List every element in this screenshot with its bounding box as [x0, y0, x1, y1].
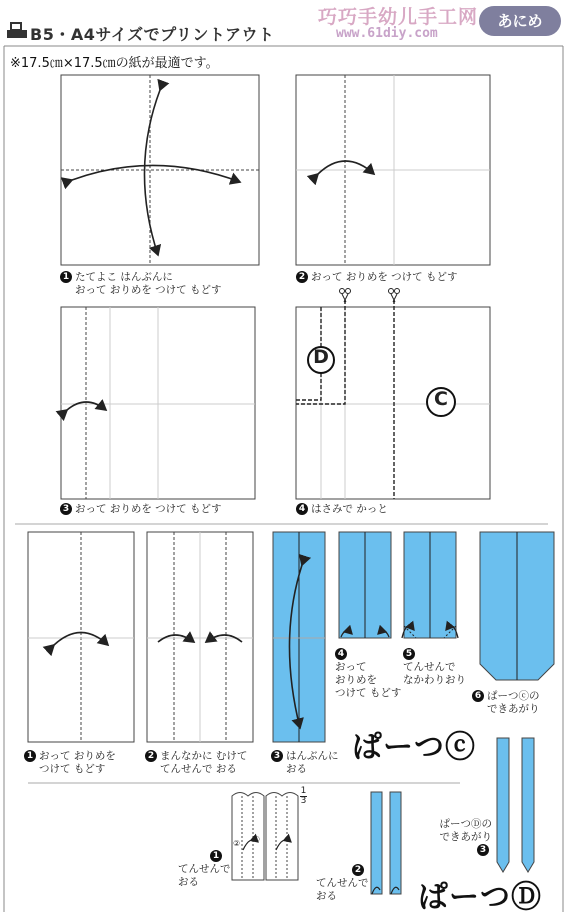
part-c-step-1-diagram [28, 532, 134, 742]
step-number: 1 [60, 271, 72, 283]
top-step-3-diagram [61, 307, 255, 499]
caption-text: ぱーつⓒの できあがり [487, 690, 540, 715]
anime-badge: あにめ [479, 6, 561, 36]
top-step-4-caption [296, 503, 388, 516]
part-d-title: ぱーつⒹ [418, 880, 542, 915]
top-step-3-caption [60, 503, 222, 516]
caption-text: てんせんで なかわりおり [403, 661, 466, 686]
top-step-1-diagram [61, 75, 259, 265]
site-logo: 巧巧手幼儿手工网 [318, 6, 479, 28]
fraction-numerator: 1 [300, 786, 307, 796]
step-number: 2 [296, 271, 308, 283]
part-c-step-6-diagram [480, 532, 554, 680]
caption-text: たてよこ はんぶんに おって おりめを つけて もどす [75, 271, 222, 296]
caption-text: てんせんで おる [178, 863, 231, 888]
top-step-4-diagram [296, 289, 490, 500]
step-number: 1 [24, 750, 36, 762]
step-number: 4 [335, 648, 347, 660]
paper-size-note: ※17.5㎝×17.5㎝の紙が最適です。 [10, 56, 219, 71]
step-number: 2 [145, 750, 157, 762]
caption-text: おって おりめを つけて もどす [335, 661, 402, 699]
step-number: 3 [271, 750, 283, 762]
top-step-2-caption [296, 271, 458, 284]
step-number: 5 [403, 648, 415, 660]
top-step-2-diagram [296, 75, 490, 265]
caption-text: おって おりめを つけて もどす [75, 503, 222, 515]
part-c-step-3-diagram [273, 532, 325, 742]
caption-text: ぱーつⒹの できあがり [439, 818, 492, 843]
fraction-denominator: 3 [300, 796, 307, 806]
step-number: 4 [296, 503, 308, 515]
part-d-step-1-diagram [232, 793, 298, 881]
part-c-step-6-caption [472, 690, 540, 716]
header-title: B5・A4サイズでプリントアウト [30, 25, 275, 44]
site-url: www.61diy.com [336, 26, 438, 41]
step-number: 2 [352, 864, 364, 876]
part-d-step-3-diagram [497, 738, 534, 872]
caption-text: おって おりめを つけて もどす [311, 271, 458, 283]
part-c-step-1-caption [24, 750, 116, 776]
part-c-step-2-diagram [147, 532, 253, 742]
part-d-step-3-caption [433, 818, 492, 857]
part-c-step-2-caption [145, 750, 247, 776]
caption-text: おって おりめを つけて もどす [39, 750, 116, 775]
scissors-icon [340, 289, 400, 303]
fraction-one-third [300, 787, 307, 806]
step-number: 3 [60, 503, 72, 515]
part-c-step-4-diagram [339, 532, 391, 638]
part-d-step-2-caption [316, 864, 369, 903]
mini-mark-1: ① [253, 835, 261, 844]
caption-text: てんせんで おる [316, 877, 369, 902]
label-c: C [434, 388, 448, 410]
part-c-step-3-caption [271, 750, 339, 776]
part-c-step-5-diagram [402, 532, 458, 638]
step-number: 3 [477, 844, 489, 856]
step-number: 6 [472, 690, 484, 702]
part-c-step-4-caption [335, 648, 401, 700]
part-d-step-1-caption [178, 850, 231, 889]
caption-text: はんぶんに おる [286, 750, 339, 775]
part-d-step-2-diagram [371, 792, 401, 894]
step-number: 1 [210, 850, 222, 862]
part-c-title: ぱーつⓒ [352, 730, 476, 765]
caption-text: はさみで かっと [311, 503, 388, 515]
caption-text: まんなかに むけて てんせんで おる [160, 750, 248, 775]
label-d: D [313, 346, 329, 368]
top-step-1-caption [60, 271, 222, 297]
mini-mark-2: ② [233, 839, 241, 848]
part-c-step-5-caption [403, 648, 466, 687]
